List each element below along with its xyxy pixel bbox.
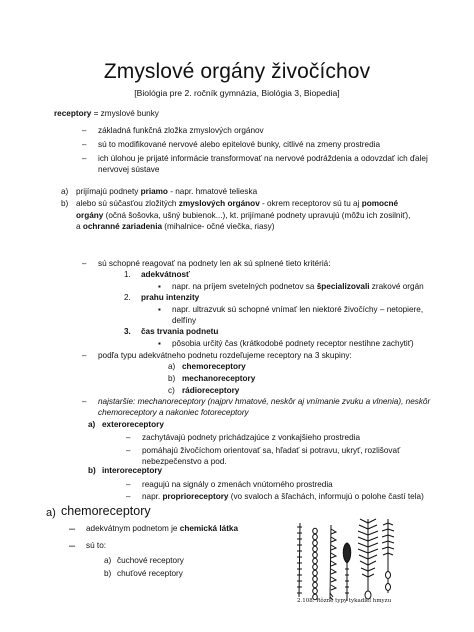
intro-item-3-cont: nervovej sústave (98, 165, 160, 174)
dash-bullet: – (126, 433, 131, 442)
antenna-lamellate (343, 543, 351, 601)
type-c-marker: c) (168, 386, 175, 395)
intero-marker: b) (88, 466, 96, 475)
dash-bullet: – (82, 126, 87, 135)
criterion-3-title: čas trvania podnetu (141, 327, 219, 336)
antenna-serrate (330, 525, 336, 600)
intro-item-3: ich úlohou je prijaté informácie transformovať na nervové podráždenia a odovzdať ich ďalej (98, 154, 428, 163)
chemo-sub-a: čuchové receptory (117, 556, 184, 565)
criterion-3-text: pôsobia určitý čas (krátkodobé podnety receptor nestihne zachytiť) (172, 339, 414, 348)
types-intro: podľa typu adekvátneho podnetu rozdeľujeme receptory na 3 skupiny: (98, 351, 352, 360)
intero-title: interoreceptory (102, 466, 163, 475)
intero-line-1: reagujú na signály o zmenách vnútorného prostredia (142, 480, 333, 489)
point-a-text: prijímajú podnety priamo - napr. hmatové telieska (76, 187, 258, 196)
antenna-plumose (358, 519, 378, 599)
criteria-intro: sú schopné reagovať na podnety len ak sú splnené tieto kritériá: (98, 259, 331, 268)
type-a-marker: a) (168, 362, 176, 371)
extero-marker: a) (88, 420, 96, 429)
intro-item-1: základná funkčná zložka zmyslových orgánov (98, 126, 264, 135)
intero-line-2: napr. proprioreceptory (vo svaloch a šľachách, informujú o polohe častí tela) (142, 492, 424, 501)
type-b-marker: b) (168, 374, 176, 383)
page-subtitle: [Biológia pre 2. ročník gymnázia, Biológia 3, Biopedia] (134, 88, 340, 98)
chemo-marker: a) (46, 507, 56, 519)
criterion-3-number: 3. (124, 327, 131, 336)
intro-item-2: sú to modifikované nervové alebo epitelové bunky, citlivé na zmeny prostredia (98, 140, 381, 149)
receptory-def: = zmyslové bunky (91, 109, 159, 118)
extero-line-3: nebezpečenstvo a pod. (142, 457, 227, 466)
antenna-filiform (297, 523, 302, 597)
receptory-term: receptory (54, 109, 92, 118)
square-bullet: ▪ (158, 282, 161, 291)
type-c-label: rádioreceptory (182, 386, 240, 395)
extero-title: exteroreceptory (102, 420, 164, 429)
types-note-1: najstaršie: mechanoreceptory (najprv hmatové, neskôr aj vnímanie zvuku a vlnenia), neskôr (98, 397, 431, 406)
receptory-definition (54, 109, 159, 119)
type-a-label: chemoreceptory (182, 362, 246, 371)
extero-line-1: zachytávajú podnety prichádzajúce z vonkajšieho prostredia (142, 433, 361, 442)
dash-bullet: – (126, 480, 131, 489)
dash-bullet: – (126, 446, 131, 455)
criterion-1-text: napr. na príjem svetelných podnetov sa špecializovali zrakové orgán (172, 282, 424, 291)
square-bullet: ▪ (158, 339, 161, 348)
chemo-sub-b: chuťové receptory (117, 569, 183, 578)
figure-caption: 2.108. Rôzne typy tykadiel hmyzu (297, 598, 392, 604)
criterion-2-number: 2. (124, 293, 131, 302)
point-b-text-2: orgány (očná šošovka, ušný bubienok...), kt. prijímané podnety upravujú (môžu ich zosilniť), (76, 211, 411, 220)
criterion-2-text-2: delfíny (172, 316, 197, 325)
square-bullet: ▪ (158, 305, 161, 314)
chemo-line-1: adekvátnym podnetom je chemická látka (86, 524, 239, 533)
dash-bullet: – (126, 492, 131, 501)
chemo-sub-a-marker: a) (104, 556, 112, 565)
dash-bullet: – (82, 351, 87, 360)
point-b-marker: b) (61, 199, 69, 208)
point-a-marker: a) (61, 187, 69, 196)
antenna-pectinate (382, 519, 394, 593)
dash-bullet: – (82, 154, 87, 163)
dash-bullet: – (82, 140, 87, 149)
dash-bullet: – (69, 540, 76, 552)
dash-bullet: – (82, 259, 87, 268)
dash-bullet: – (82, 397, 87, 406)
chemo-title: chemoreceptory (61, 504, 151, 518)
dash-bullet: – (69, 523, 76, 535)
page-title: Zmyslové orgány živočíchov (103, 60, 371, 83)
type-b-label: mechanoreceptory (182, 374, 256, 383)
extero-line-2: pomáhajú živočíchom orientovať sa, hľadať si potravu, ukryť, rozlišovať (142, 446, 401, 455)
chemo-line-2: sú to: (86, 541, 107, 550)
point-b-text-3: a ochranné zariadenia (mihalnice- očné viečka, riasy) (76, 222, 275, 231)
types-note-2: chemoreceptory a nakoniec fotoreceptory (98, 408, 249, 417)
criterion-1-title: adekvátnosť (141, 270, 190, 279)
chemo-sub-b-marker: b) (104, 569, 112, 578)
criterion-1-number: 1. (124, 270, 131, 279)
criterion-2-text-1: napr. ultrazvuk sú schopné vnímať len niektoré živočíchy – netopiere, (172, 305, 424, 314)
point-b-text-1: alebo sú súčasťou zložitých zmyslových orgánov - okrem receptorov sú tu aj pomocné (76, 199, 399, 208)
criterion-2-title: prahu intenzity (141, 293, 200, 302)
antenna-moniliform (313, 528, 318, 600)
